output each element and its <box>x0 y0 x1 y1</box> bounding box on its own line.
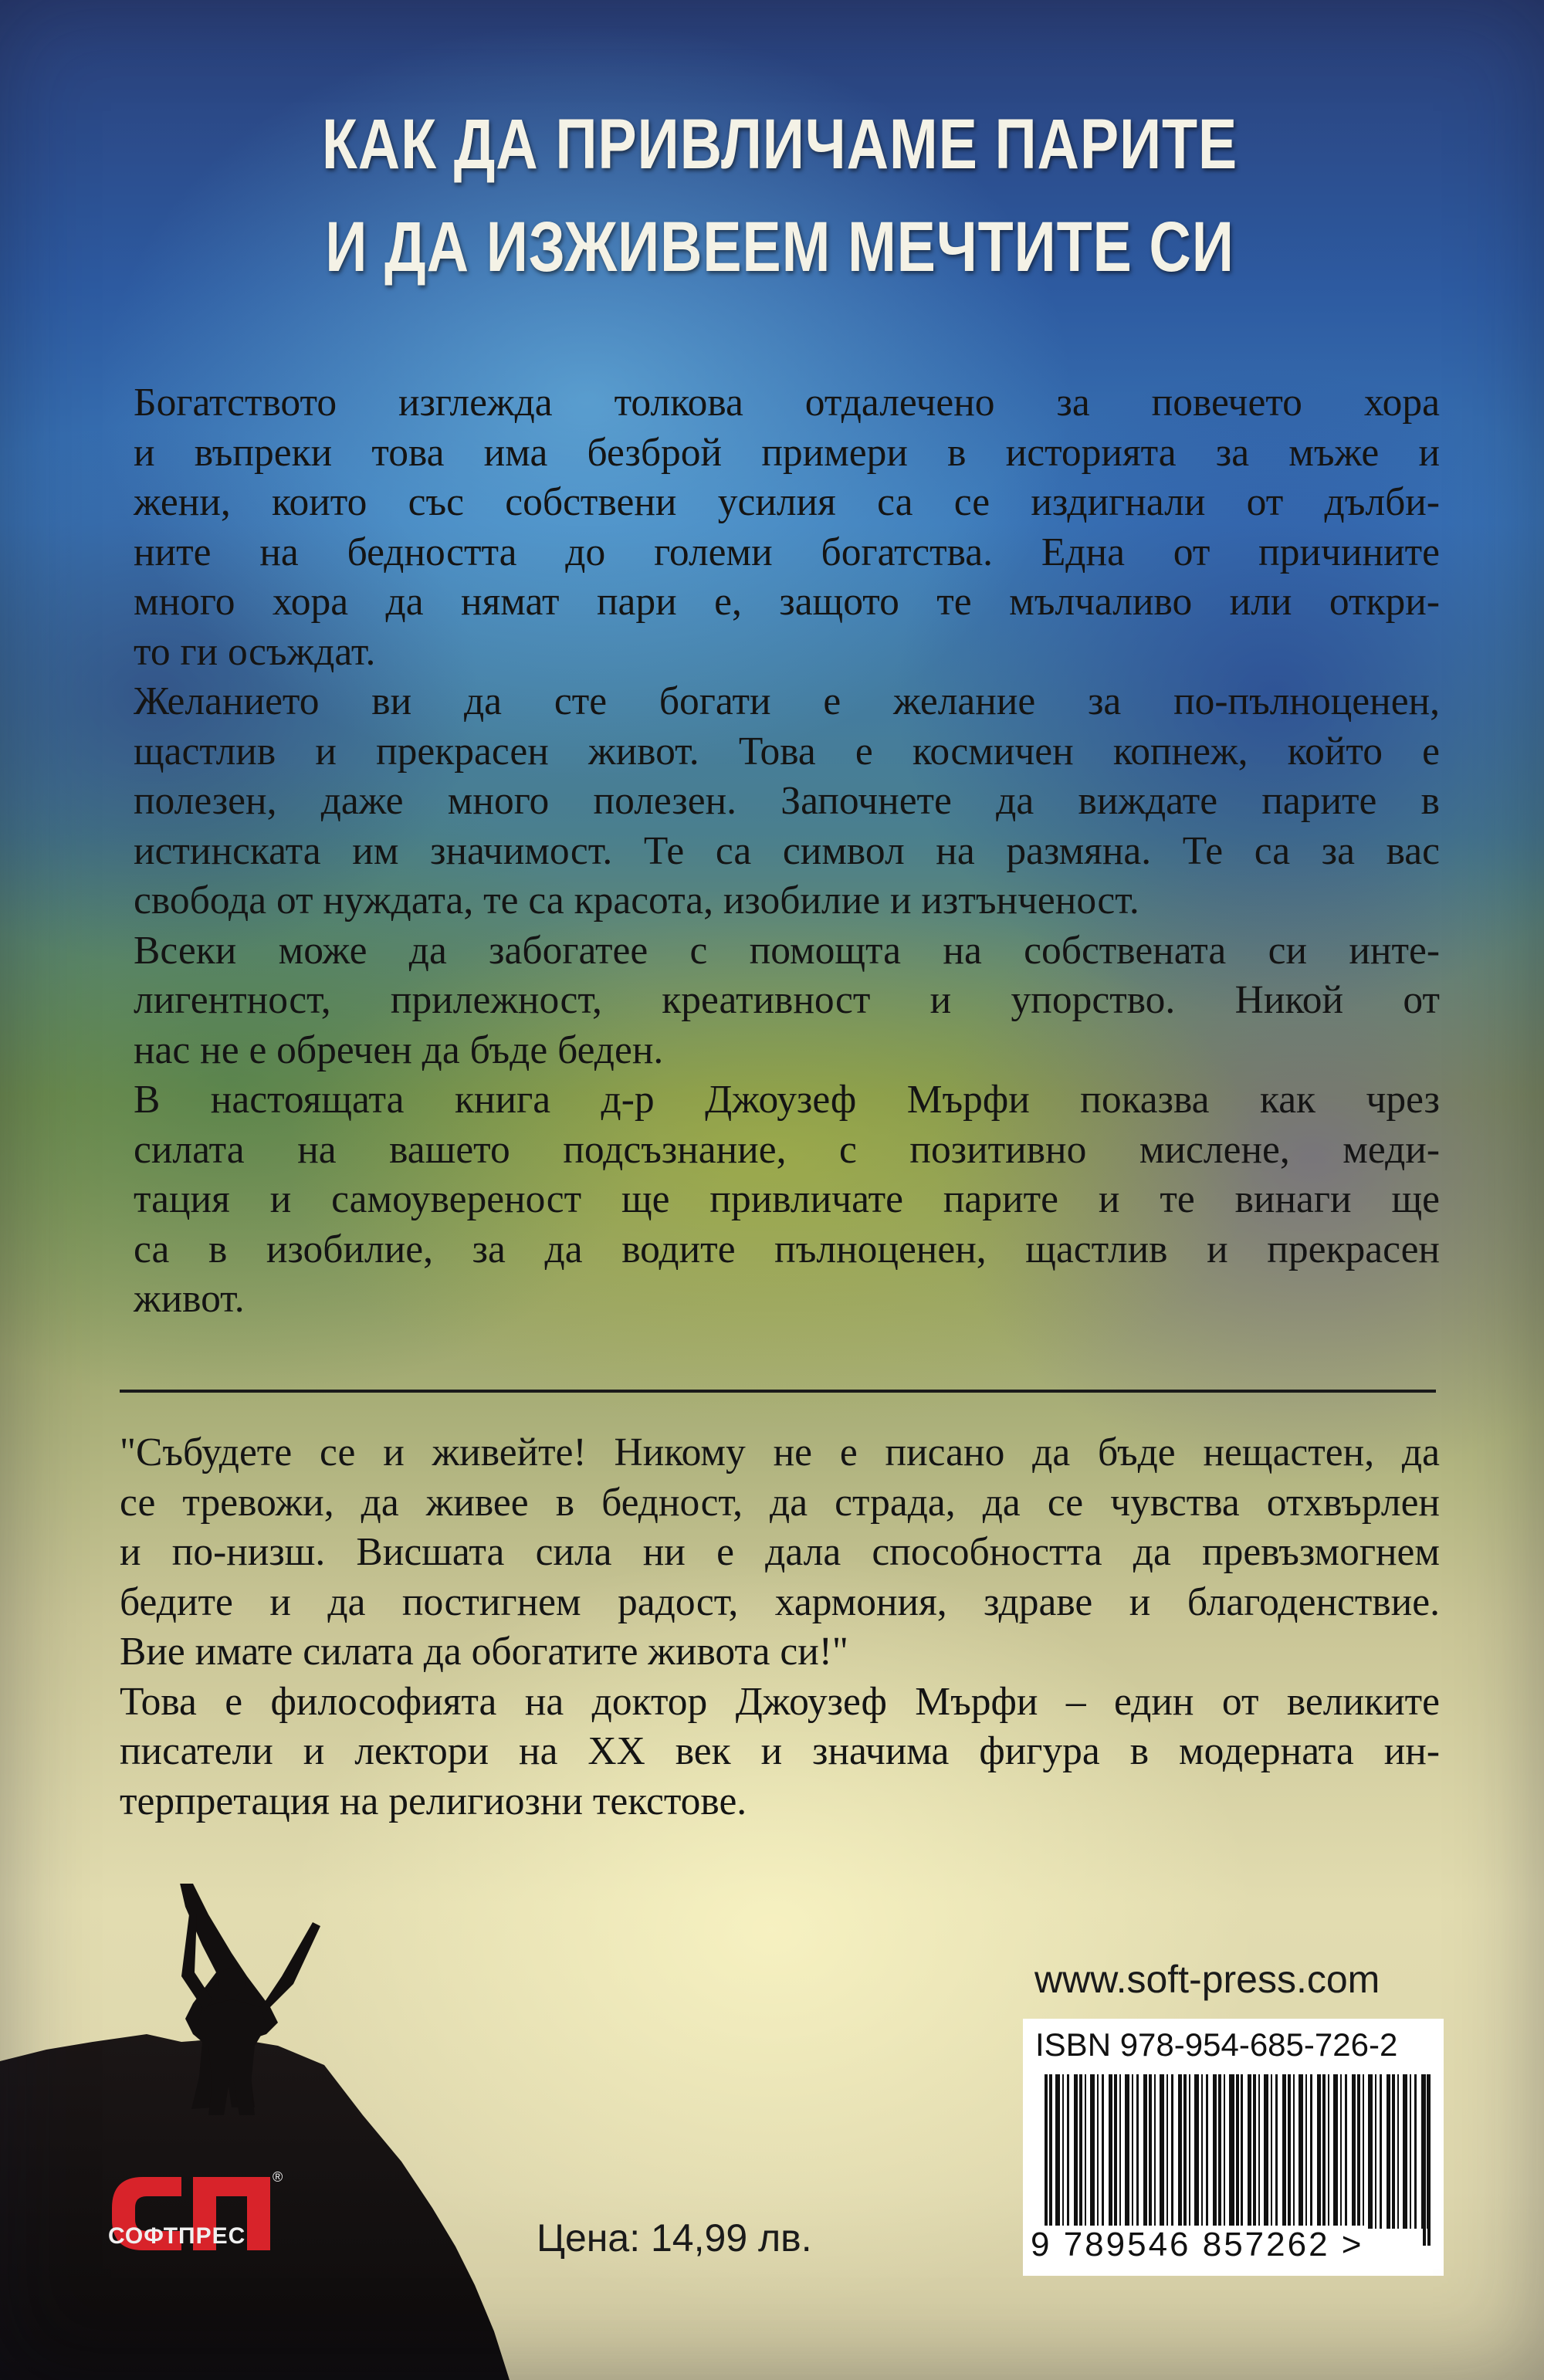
description-line: тация и самоувереност ще привличате парите и те винаги ще <box>134 1177 1440 1221</box>
publisher-logo <box>104 2154 290 2277</box>
isbn: ISBN 978-954-685-726-2 <box>1035 2026 1398 2063</box>
divider <box>120 1390 1436 1393</box>
quote-line: Вие имате силата да обогатите живота си!" <box>120 1630 848 1674</box>
svg-text:®: ® <box>273 2169 283 2185</box>
quote-line: се тревожи, да живее в бедност, да страда, да се чувства отхвърлен <box>120 1480 1440 1525</box>
barcode-digits: 9 789546 857262 > <box>1031 2226 1364 2263</box>
barcode-guard <box>1423 2074 1426 2246</box>
quote <box>120 1428 1440 1826</box>
quote-line: бедите и да постигнем радост, хармония, здраве и благоденствие. <box>120 1579 1440 1624</box>
description-line: Всеки може да забогатее с помощта на собствената си инте- <box>134 928 1440 973</box>
description-line: полезен, даже много полезен. Започнете да виждате парите в <box>134 779 1440 823</box>
description-line: жени, които със собствени усилия са се издигнали от дълби- <box>134 480 1440 524</box>
price: Цена: 14,99 лв. <box>537 2216 812 2260</box>
website: www.soft-press.com <box>1034 1958 1380 2001</box>
barcode <box>1023 2019 1444 2276</box>
description-line: щастлив и прекрасен живот. Това е космичен копнеж, който е <box>134 729 1440 774</box>
barcode-guard <box>1427 2074 1431 2246</box>
description-line: лигентност, прилежност, креативност и упорство. Никой от <box>134 978 1440 1022</box>
quote-line: терпретация на религиозни текстове. <box>120 1779 747 1823</box>
description-line: В настоящата книга д-р Джоузеф Мърфи показва как чрез <box>134 1078 1440 1122</box>
description-line: то ги осъждат. <box>134 629 376 674</box>
description-line: живот. <box>134 1277 245 1321</box>
quote-line: "Събудете се и живейте! Никому не е писано да бъде нещастен, да <box>120 1430 1440 1474</box>
barcode-guard <box>1231 2074 1234 2246</box>
description-line: истинската им значимост. Те са символ на размяна. Те са за вас <box>134 828 1440 873</box>
description-line: много хора да нямат пари е, защото те мълчаливо или откри- <box>134 580 1440 624</box>
quote-line: и по-низш. Висшата сила ни е дала способността да превъзмогнем <box>120 1530 1440 1574</box>
description-line: Богатството изглежда толкова отдалечено за повечето хора <box>134 381 1440 425</box>
description-line: нас не е обречен да бъде беден. <box>134 1027 664 1072</box>
title-line-1: КАК ДА ПРИВЛИЧАМЕ ПАРИТЕ <box>321 105 1238 184</box>
mountain-silhouette-icon <box>0 1884 540 2380</box>
barcode-guard <box>1045 2074 1048 2246</box>
quote-line: Това е философията на доктор Джоузеф Мърфи – един от великите <box>120 1679 1440 1724</box>
description-line: и въпреки това има безброй примери в историята за мъже и <box>134 430 1440 475</box>
barcode-guard <box>1049 2074 1052 2246</box>
description-line: Желанието ви да сте богати е желание за по-пълноценен, <box>134 679 1440 723</box>
description-line: свобода от нуждата, те са красота, изобилие и изтънченост. <box>134 879 1139 923</box>
description-line: ните на бедността до големи богатства. Една от причините <box>134 530 1440 574</box>
description-line: са в изобилие, за да водите пълноценен, щастлив и прекрасен <box>134 1227 1440 1271</box>
barcode-guard <box>1236 2074 1239 2246</box>
quote-line: писатели и лектори на XX век и значима фигура в модерната ин- <box>120 1729 1440 1773</box>
description <box>134 378 1440 1325</box>
publisher-name: СОФТПРЕС <box>108 2223 246 2249</box>
description-line: силата на вашето подсъзнание, с позитивно мислене, меди- <box>134 1127 1440 1172</box>
title-line-2: И ДА ИЗЖИВЕЕМ МЕЧТИТЕ СИ <box>325 208 1234 286</box>
